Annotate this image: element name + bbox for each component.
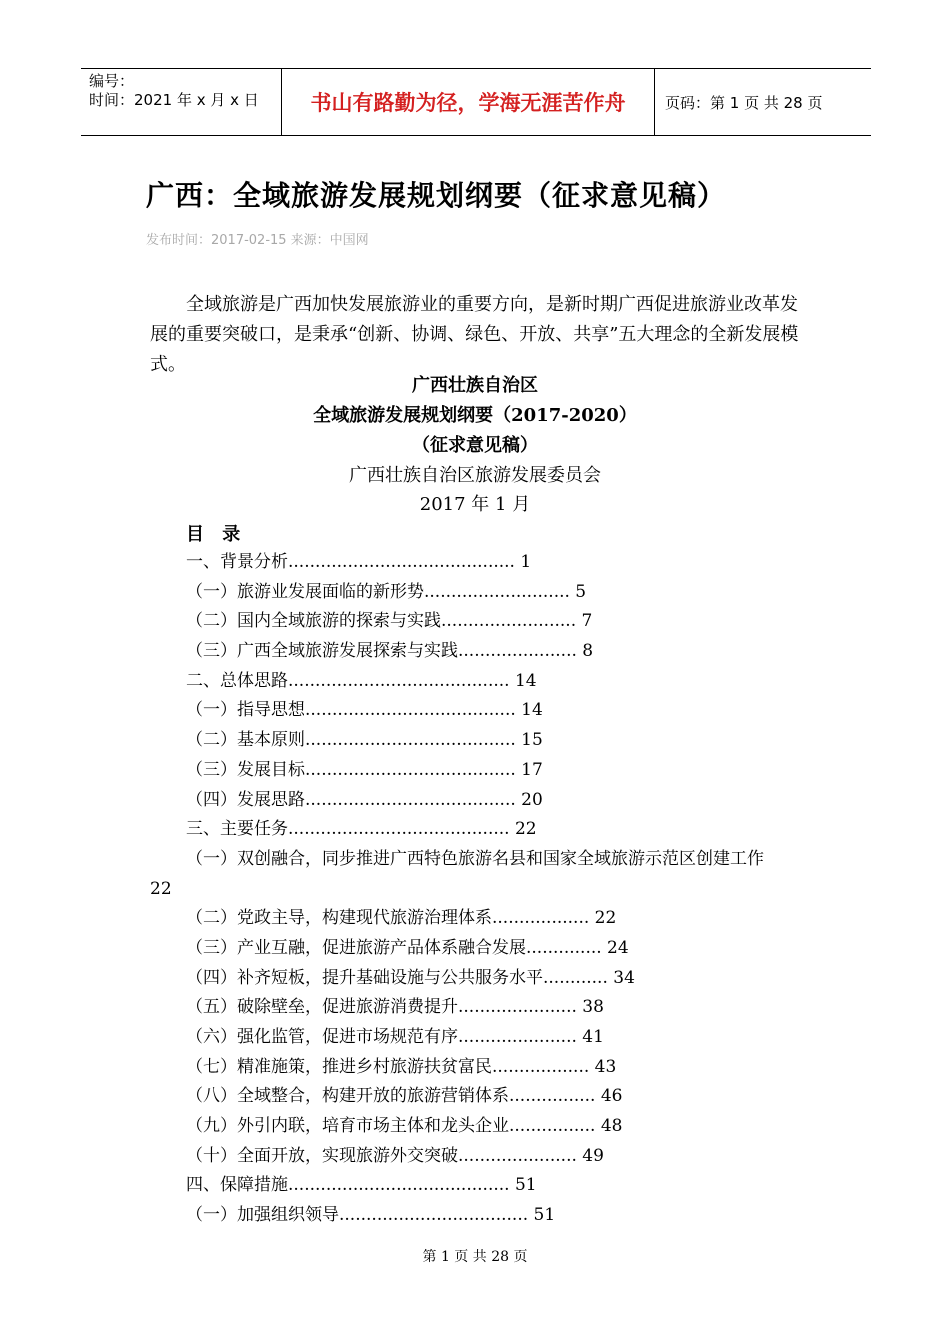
toc-heading: 目 录 xyxy=(186,524,247,545)
toc-item[interactable]: 四、保障措施......................................... 51 xyxy=(186,1175,537,1196)
toc-item[interactable]: （一）双创融合，同步推进广西特色旅游名县和国家全域旅游示范区创建工作 22 xyxy=(150,848,764,899)
toc-item[interactable]: （三）广西全域旅游发展探索与实践...................... 8 xyxy=(186,641,594,662)
document-number-label: 编号： xyxy=(89,72,135,90)
toc-item[interactable]: （四）补齐短板，提升基础设施与公共服务水平............ 34 xyxy=(186,967,635,988)
toc-item[interactable]: （一）指导思想....................................... 14 xyxy=(186,700,543,721)
toc-item[interactable]: （二）党政主导，构建现代旅游治理体系.................. 22 xyxy=(186,908,617,929)
header-table xyxy=(81,68,871,136)
header-left-cell xyxy=(81,69,282,135)
toc-item[interactable]: （四）发展思路....................................... 20 xyxy=(186,789,543,810)
toc-item[interactable]: （二）基本原则....................................... 15 xyxy=(186,730,543,751)
article-title: 广西：全域旅游发展规划纲要（征求意见稿） xyxy=(146,179,727,212)
toc-item[interactable]: 二、总体思路......................................... 14 xyxy=(186,670,537,691)
toc-item[interactable]: 一、背景分析.......................................... 1 xyxy=(186,552,532,572)
toc-item[interactable]: （五）破除壁垒，促进旅游消费提升...................... 38 xyxy=(186,997,604,1018)
toc-item[interactable]: （六）强化监管，促进市场规范有序...................... 41 xyxy=(186,1027,604,1048)
toc-item[interactable]: （三）产业互融，促进旅游产品体系融合发展.............. 24 xyxy=(186,937,629,958)
toc-item[interactable]: （十）全面开放，实现旅游外交突破...................... 49 xyxy=(186,1145,604,1166)
doc-date: 2017 年 1 月 xyxy=(419,494,531,515)
doc-title-line2: 全域旅游发展规划纲要（2017-2020） xyxy=(313,405,637,426)
table-of-contents xyxy=(0,548,950,1231)
page-footer: 第 1 页 共 28 页 xyxy=(422,1249,528,1265)
doc-title-line1: 广西壮族自治区 xyxy=(412,375,538,396)
doc-issuer: 广西壮族自治区旅游发展委员会 xyxy=(349,465,601,486)
toc-item[interactable]: （二）国内全域旅游的探索与实践......................... 7 xyxy=(186,611,593,632)
toc-item[interactable]: （七）精准施策，推进乡村旅游扶贫富民.................. 43 xyxy=(186,1056,617,1077)
toc-item[interactable]: （一）加强组织领导................................... 51 xyxy=(186,1205,556,1226)
header-page-info: 页码：第 1 页 共 28 页 xyxy=(665,93,823,112)
article-intro: 全域旅游是广西加快发展旅游业的重要方向，是新时期广西促进旅游业改革发展的重要突破口，是秉承“创新、协调、绿色、开放、共享”五大理念的全新发展模式。 xyxy=(150,294,799,375)
toc-item[interactable]: （八）全域整合，构建开放的旅游营销体系................ 46 xyxy=(186,1086,623,1107)
toc-item[interactable]: （九）外引内联，培育市场主体和龙头企业................ 48 xyxy=(186,1116,623,1137)
doc-title-line3: （征求意见稿） xyxy=(412,435,538,456)
toc-item[interactable]: （一）旅游业发展面临的新形势........................... 5 xyxy=(186,581,587,602)
header-motto: 书山有路勤为径，学海无涯苦作舟 xyxy=(282,69,655,135)
article-meta: 发布时间：2017-02-15 来源：中国网 xyxy=(146,233,369,248)
document-time-label: 时间：2021 年 x 月 x 日 xyxy=(89,91,259,109)
toc-item[interactable]: 三、主要任务......................................... 22 xyxy=(186,819,537,840)
toc-item[interactable]: （三）发展目标....................................... 17 xyxy=(186,759,543,780)
